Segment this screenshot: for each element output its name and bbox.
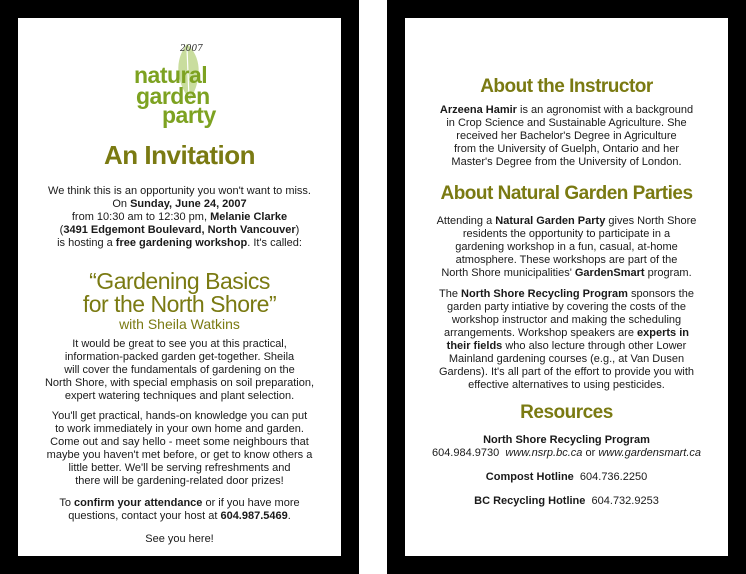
resource-name: BC Recycling Hotline xyxy=(474,495,586,507)
resource-phone: 604.736.2250 xyxy=(579,471,648,483)
workshop-instructor: with Sheila Watkins xyxy=(119,316,240,332)
workshop-benefits: You'll get practical, hands-on knowledge you can put to work immediately in your own home and garden. Come out and say hello - meet some neighbours that maybe you haven't met before, or get to know others a little better. We'll be serving refreshments and there will be gardening-related door prizes! xyxy=(46,410,313,487)
parties-description: Attending a Natural Garden Party gives North Shore residents the opportunity to participate in a gardening workshop in a fun, casual, at-home atmosphere. These workshops are part of the North Shore municipalities' GardenSmart program. xyxy=(436,215,697,279)
natural-garden-party-logo xyxy=(118,40,248,126)
workshop-title-line: for the North Shore” xyxy=(82,291,277,317)
info-card-content xyxy=(405,18,728,556)
logo-year: 2007 xyxy=(180,44,203,54)
resource-name: North Shore Recycling Program xyxy=(483,434,650,446)
logo-word-party: party xyxy=(162,102,216,128)
gardensmart-program: GardenSmart xyxy=(574,267,645,279)
intro-line: We think this is an opportunity you won't want to miss. xyxy=(48,185,311,197)
intro-line: On Sunday, June 24, 2007 xyxy=(112,198,247,210)
rsvp-bold: confirm your attendance xyxy=(74,497,203,509)
closing-text: See you here! xyxy=(145,533,214,545)
gardensmart-website-link[interactable]: www.gardensmart.ca xyxy=(598,447,702,459)
resource-compost xyxy=(405,471,728,484)
host-phone: 604.987.5469 xyxy=(220,510,288,522)
workshop-title xyxy=(18,270,341,332)
parties-bold: Natural Garden Party xyxy=(495,215,606,227)
host-name: Melanie Clarke xyxy=(210,211,288,223)
about-parties-heading: About Natural Garden Parties xyxy=(440,183,693,204)
instructor-bio: Arzeena Hamir is an agronomist with a background in Crop Science and Sustainable Agriculture. She received her Bachelor's Degree in Agriculture from the University of Guelph, Ontario and her Master's Degree from the University of London. xyxy=(439,104,694,168)
event-date: Sunday, June 24, 2007 xyxy=(130,198,247,210)
intro-text xyxy=(18,185,341,250)
about-instructor-heading: About the Instructor xyxy=(480,76,653,97)
workshop-type: free gardening workshop xyxy=(115,237,248,249)
nsrp-website-link[interactable]: www.nsrp.bc.ca xyxy=(505,447,583,459)
instructor-name: Arzeena Hamir xyxy=(439,104,517,116)
rsvp-text: To confirm your attendance or if you have more questions, contact your host at 604.987.5469. xyxy=(59,497,300,522)
nsrp-description: The North Shore Recycling Program sponsors the garden party intiative by covering the costs of the workshop instructor and making the scheduling arrangements. Workshop speakers are experts in their fields who also lecture through other Lower Mainland gardening courses (e.g., at Van Dusen Gardens). It's all part of the effort to provide you with effective alternatives to using pesticides. xyxy=(438,288,695,391)
nsrp-bold: North Shore Recycling Program xyxy=(461,288,628,300)
invitation-card-content xyxy=(18,18,341,556)
page-title: An Invitation xyxy=(104,140,255,170)
intro-line: (3491 Edgemont Boulevard, North Vancouver) xyxy=(59,224,300,236)
resource-phone: 604.984.9730 xyxy=(431,447,500,459)
workshop-description: It would be great to see you at this practical, information-packed garden get-together. Sheila will cover the fundamentals of gardening on the North Shore, with special emphasis on soil preparation, expert watering techniques and plant selection. xyxy=(44,338,315,402)
logo-word-natural: natural xyxy=(134,62,208,88)
intro-line: from 10:30 am to 12:30 pm, Melanie Clarke xyxy=(71,211,288,223)
resource-phone: 604.732.9253 xyxy=(591,495,659,507)
intro-line: is hosting a free gardening workshop. It's called: xyxy=(57,237,302,249)
logo-word-garden: garden xyxy=(136,83,210,109)
host-address: 3491 Edgemont Boulevard, North Vancouver xyxy=(63,224,296,236)
resource-name: Compost Hotline xyxy=(485,471,574,483)
invitation-card xyxy=(0,0,359,574)
info-card xyxy=(387,0,746,574)
resource-bc-recycling xyxy=(405,495,728,508)
resource-nsrp: North Shore Recycling Program 604.984.9730 www.nsrp.bc.ca or www.gardensmart.ca xyxy=(431,434,702,459)
resources-heading: Resources xyxy=(520,402,613,423)
workshop-title-line: “Gardening Basics xyxy=(89,268,270,294)
